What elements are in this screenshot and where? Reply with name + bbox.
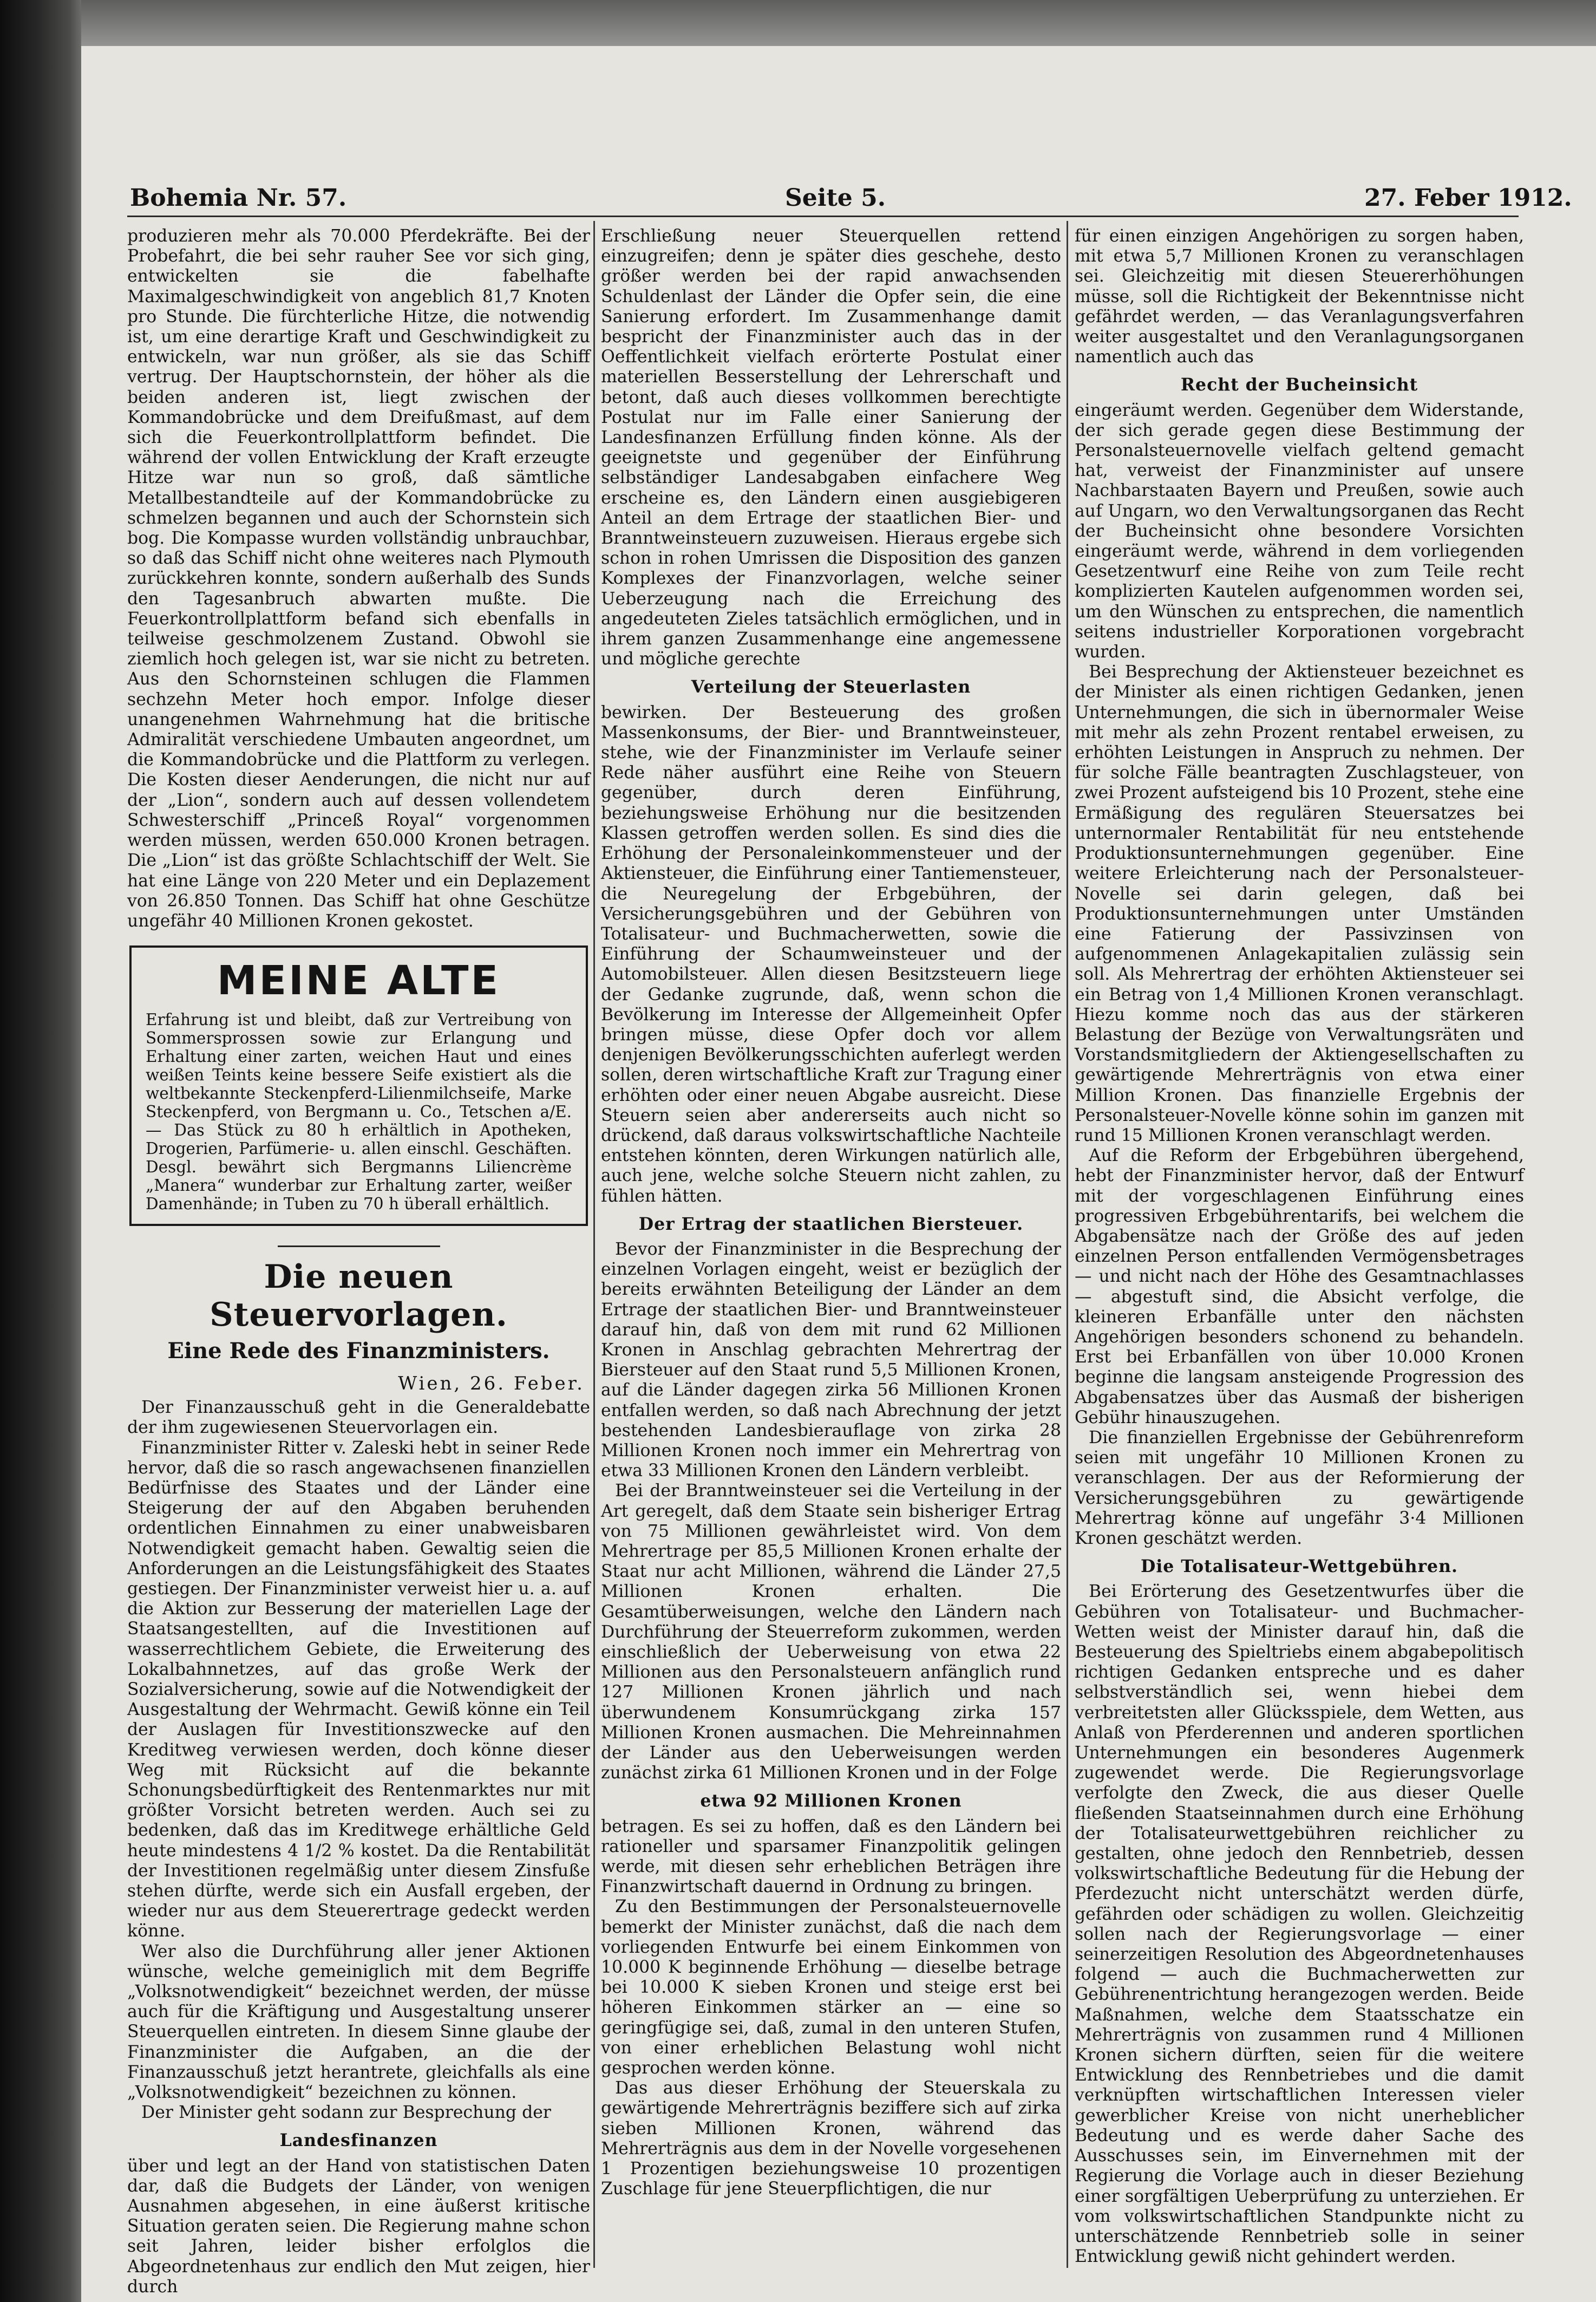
paragraph: Zu den Bestimmungen der Personalsteuernovelle bemerkt der Minister zunächst, daß die nach dem vorliegenden Entwurfe bei einem Einkommen von 10.000 K beginnende Erhöhung — dieselbe betrage bei 10.000 K sieben Kronen und steige erst bei höheren Einkommen stärker an — eine so geringfügige sei, daß, zumal in den unteren Stufen, von einer erheblichen Belastung wohl nicht gesprochen werden könne. — [601, 1897, 1061, 2078]
column-1 — [127, 226, 590, 2297]
column-divider — [593, 221, 595, 2268]
column-3 — [1075, 226, 1524, 2273]
section-subheading: Der Ertrag der staatlichen Biersteuer. — [638, 1214, 1024, 1234]
paragraph: Wer also die Durchführung aller jener Aktionen wünsche, welche gemeiniglich mit dem Begriffe „Volksnotwendigkeit“ bezeichnet werden, der müsse auch für die Kräftigung und Ausgestaltung unserer Steuerquellen eintreten. In diesem Sinne glaube der Finanzminister die Aufgaben, an die der Finanzausschuß jetzt herantrete, gleichfalls als eine „Volksnotwendigkeit“ bezeichnen zu können. — [127, 1941, 590, 2103]
section-subheading: etwa 92 Millionen Kronen — [700, 1791, 962, 1811]
column-2 — [601, 226, 1061, 2273]
advertisement-box — [129, 945, 588, 1226]
paragraph: Die finanziellen Ergebnisse der Gebührenreform seien mit ungefähr 10 Millionen Kronen zu veranschlagen. Der aus der Reformierung der Versicherungsgebühren zu gewärtigende Mehrertrag könne auf ungefähr 3·4 Millionen Kronen geschätzt werden. — [1075, 1427, 1524, 1548]
ad-text: Erfahrung ist und bleibt, daß zur Vertreibung von Sommersprossen sowie zur Erlangung und Erhaltung einer zarten, weichen Haut und eines weißen Teints keine bessere Seife existiert als die weltbekannte Steckenpferd-Lilienmilchseife, Marke Steckenpferd, von Bergmann u. Co., Tetschen a/E. — Das Stück zu 80 h erhältlich in Apotheken, Drogerien, Parfümerie- u. allen einschl. Geschäften. Desgl. bewährt sich Bergmanns Liliencrème „Manera“ wunderbar zur Erhaltung zarter, weißer Damenhände; in Tuben zu 70 h überall erhältlich. — [146, 1010, 572, 1214]
paragraph: bewirken. Der Besteuerung des großen Massenkonsums, der Bier- und Branntweinsteuer, stehe, wie der Finanzminister im Verlaufe seiner Rede näher ausführt eine Reihe von Steuern gegenüber, durch deren Einführung, beziehungsweise Erhöhung nur die besitzenden Klassen getroffen werden sollen. Es sind dies die Erhöhung der Personaleinkommensteuer und der Aktiensteuer, die Einführung einer Tantiemensteuer, die Neuregelung der Erbgebühren, der Versicherungsgebühren und der Gebühren von Totalisateur- und Buchmacherwetten, sowie die Einführung der Schaumweinsteuer und der Automobilsteuer. Allen diesen Besitzsteuern liege der Gedanke zugrunde, daß, wenn schon die Bevölkerung im Interesse der Allgemeinheit Opfer bringen müsse, diese Opfer doch vor allem denjenigen Bevölkerungsschichten auferlegt werden sollen, deren wirtschaftliche Kraft zur Tragung einer erhöhten oder einer neuen Abgabe ausreicht. Diese Steuern seien aber andererseits auch nicht so drückend, daß daraus volkswirtschaftliche Nachteile entstehen könnten, deren Wirkungen natürlich alle, auch jene, welche solche Steuern nicht zahlen, zu fühlen hätten. — [601, 702, 1061, 1206]
paragraph: Bevor der Finanzminister in die Besprechung der einzelnen Vorlagen eingeht, weist er bezüglich der bereits erwähnten Beteiligung der Länder an dem Ertrage der staatlichen Bier- und Branntweinsteuer darauf hin, daß von dem mit rund 62 Millionen Kronen in Anschlag gebrachten Mehrertrag der Biersteuer auf den Staat rund 5,5 Millionen Kronen, auf die Länder dagegen zirka 56 Millionen Kronen entfallen werden, so daß nach Abrechnung der jetzt bestehenden Landesbierauflage von zirka 28 Millionen Kronen noch immer ein Mehrertrag von etwa 33 Millionen Kronen den Ländern verbleibt. — [601, 1239, 1061, 1481]
paragraph: Erschließung neuer Steuerquellen rettend einzugreifen; denn je später dies geschehe, desto größer werden bei der rapid anwachsenden Schuldenlast der Länder die Opfer sein, die eine Sanierung erfordert. Im Zusammenhange damit bespricht der Finanzminister auch das in der Oeffentlichkeit vielfach erörterte Postulat einer materiellen Besserstellung der Lehrerschaft und betont, daß auch dieses vollkommen berechtigte Postulat nur im Falle einer Sanierung der Landesfinanzen Erfüllung finden könne. Als der geeignetste und gegenüber der Einführung selbständiger Landesabgaben einfachere Weg erscheine es, den Ländern einen ausgiebigeren Anteil an dem Ertrage der staatlichen Bier- und Branntweinsteuern zuzuweisen. Hieraus ergebe sich schon in rohen Umrissen die Disposition des ganzen Komplexes der Finanzvorlagen, welche seiner Ueberzeugung nach die Erreichung des angedeuteten Zieles tatsächlich ermöglichen, und in ihrem ganzen Zusammenhange eine angemessene und mögliche gerechte — [601, 226, 1061, 669]
section-subheading: Die Totalisateur-Wettgebühren. — [1141, 1556, 1458, 1577]
column-divider — [1067, 221, 1068, 2268]
article-subtitle: Eine Rede des Finanzministers. — [167, 1338, 550, 1364]
paragraph: Finanzminister Ritter v. Zaleski hebt in seiner Rede hervor, daß die so rasch angewachsenen finanziellen Bedürfnisse des Staates und der Länder eine Steigerung der auf den Abgaben beruhenden ordentlichen Einnahmen zu einer unabweisbaren Notwendigkeit gemacht haben. Gewaltig seien die Anforderungen an die Leistungsfähigkeit des Staates gestiegen. Der Finanzminister verweist hier u. a. auf die Aktion zur Besserung der materiellen Lage der Staatsangestellten, auf die Investitionen auf wasserrechtlichem Gebiete, die Erweiterung des Lokalbahnnetzes, auf das große Werk der Sozialversicherung, sowie auf die Notwendigkeit der Ausgestaltung der Wehrmacht. Gewiß könne ein Teil der Auslagen für Investitionszwecke auf den Kreditweg verwiesen werden, doch könne dieser Weg mit Rücksicht auf die bekannte Schonungsbedürftigkeit des Rentenmarktes nur mit größter Vorsicht betreten werden. Auch sei zu bedenken, daß das im Kreditwege erhältliche Geld heute mindestens 4 1/2 % kostet. Da die Rentabilität der Investitionen regelmäßig unter diesem Zinsfuße stehen dürfte, werde sich ein Ausfall ergeben, der wieder nur aus dem Steuerertrage gedeckt werden könne. — [127, 1438, 590, 1941]
header-date: 27. Feber 1912. — [1364, 184, 1572, 212]
paragraph: für einen einzigen Angehörigen zu sorgen haben, mit etwa 5,7 Millionen Kronen zu veranschlagen sei. Gleichzeitig mit diesen Steuererhöhungen müsse, soll die Richtigkeit der Bekenntnisse nicht gefährdet werden, — das Veranlagungsverfahren weiter ausgestaltet und den Veranlagungsorganen namentlich auch das — [1075, 226, 1524, 367]
paragraph: Bei Erörterung des Gesetzentwurfes über die Gebühren von Totalisateur- und Buchmacher-Wetten weist der Minister darauf hin, daß die Besteuerung des Spieltriebs einem abgabepolitisch richtigen Gedanken entspreche und es daher selbstverständlich sei, wenn hiebei dem verbreitetsten aller Glücksspiele, dem Wetten, aus Anlaß von Pferderennen und anderen sportlichen Unternehmungen ein besonderes Augenmerk zugewendet werde. Die Regierungsvorlage verfolgte den Zweck, die aus dieser Quelle fließenden Staatseinnahmen durch eine Erhöhung der Totalisateurwettgebühren reichlicher zu gestalten, ohne jedoch den Rennbetrieb, dessen volkswirtschaftliche Bedeutung für die Hebung der Pferdezucht nicht unterschätzt werden dürfe, gefährden oder schädigen zu wollen. Gleichzeitig sollen nach der Regierungsvorlage — einer seinerzeitigen Resolution des Abgeordnetenhauses folgend — auch die Buchmacherwetten zur Gebührenentrichtung herangezogen werden. Beide Maßnahmen, welche dem Staatsschatze ein Mehrerträgnis von zusammen rund 4 Millionen Kronen sichern dürften, seien für die weitere Entwicklung des Rennbetriebes und die damit verknüpften wirtschaftlichen Interessen vieler gewerblicher Kreise von nicht unerheblicher Bedeutung und es werde daher Sache des Ausschusses sein, im Einvernehmen mit der Regierung die Vorlage auch in dieser Beziehung einer sorgfältigen Ueberprüfung zu unterziehen. Er vom volkswirtschaftlichen Standpunkte nicht zu unterschätzende Rennbetrieb solle in seiner Entwicklung gewiß nicht gehindert werden. — [1075, 1582, 1524, 2267]
header-rule — [127, 216, 1519, 217]
paragraph: Auf die Reform der Erbgebühren übergehend, hebt der Finanzminister hervor, daß der Entwurf mit der vorgeschlagenen Einführung eines progressiven Erbgebührentarifs, bei welchem die Abgabensätze nach der Größe des auf jeden einzelnen Person entfallenden Vermögensbetrages — und nicht nach der Höhe des Gesamtnachlasses — abgestuft sind, die Absicht verfolge, die kleineren Erbanfälle unter den nächsten Angehörigen besonders schonend zu behandeln. Erst bei Erbanfällen von über 10.000 Kronen beginne die langsam ansteigende Progression des Abgabensatzes über das Ausmaß der bisherigen Gebühr hinauszugehen. — [1075, 1146, 1524, 1427]
section-rule — [278, 1245, 440, 1247]
paragraph: Bei Besprechung der Aktiensteuer bezeichnet es der Minister als einen richtigen Gedanken, jenen Unternehmungen, die sich in übernormaler Weise mit mehr als zehn Prozent rentabel erweisen, zu erhöhten Leistungen in Anspruch zu nehmen. Der für solche Fälle beantragten Zuschlagsteuer, von zwei Prozent aufsteigend bis 10 Prozent, stehe eine Ermäßigung des regulären Steuersatzes bei unternormaler Rentabilität für neu entstehende Produktionsunternehmungen gegenüber. Eine weitere Erleichterung nach der Personalsteuer-Novelle sei darin gelegen, daß bei Produktionsunternehmungen unter Umständen eine Fatierung der Passivzinsen von aufgenommenen Anlagekapitalien zulässig sein soll. Als Mehrertrag der erhöhten Aktiensteuer sei ein Betrag von 1,4 Millionen Kronen veranschlagt. Hiezu komme noch das aus der stärkeren Belastung der Bezüge von Verwaltungsräten und Vorstandsmitgliedern der Aktiengesellschaften zu gewärtigende Mehrerträgnis von etwa einer Million Kronen. Das finanzielle Ergebnis der Personalsteuer-Novelle könne sohin im ganzen mit rund 15 Millionen Kronen veranschlagt werden. — [1075, 662, 1524, 1145]
ad-title: MEINE ALTE — [217, 957, 501, 1005]
section-subheading: Landesfinanzen — [279, 2130, 438, 2151]
header-paper-issue: Bohemia Nr. 57. — [130, 184, 347, 212]
paragraph: betragen. Es sei zu hoffen, daß es den Ländern bei rationeller und sparsamer Finanzpolitik gelingen werde, mit diesen sehr erheblichen Beträgen ihre Finanzwirtschaft dauernd in Ordnung zu bringen. — [601, 1816, 1061, 1897]
paragraph: Das aus dieser Erhöhung der Steuerskala zu gewärtigende Mehrerträgnis beziffere sich auf zirka sieben Millionen Kronen, während das Mehrerträgnis aus dem in der Novelle vorgesehenen 1 Prozentigen beziehungsweise 10 prozentigen Zuschlage für jene Steuerpflichtigen, die nur — [601, 2078, 1061, 2199]
article-title: Die neuen Steuervorlagen. — [210, 1258, 508, 1334]
dateline: Wien, 26. Feber. — [398, 1373, 585, 1395]
header-page-number: Seite 5. — [785, 184, 886, 212]
section-subheading: Verteilung der Steuerlasten — [691, 677, 971, 697]
paragraph: über und legt an der Hand von statistischen Daten dar, daß die Budgets der Länder, von wenigen Ausnahmen abgesehen, in eine äußerst kritische Situation geraten seien. Die Regierung mahne schon seit Jahren, leider bisher erfolglos die Abgeordnetenhaus zur endlich den Mut zeigen, hier durch — [127, 2156, 590, 2297]
book-binding-shadow — [0, 0, 81, 2302]
section-subheading: Recht der Bucheinsicht — [1180, 375, 1418, 395]
paragraph: produzieren mehr als 70.000 Pferdekräfte. Bei der Probefahrt, die bei sehr rauher See vor sich ging, entwickelten sie die fabelhafte Maximalgeschwindigkeit von angeblich 81,7 Knoten pro Stunde. Die fürchterliche Hitze, die notwendig ist, um eine derartige Kraft und Geschwindigkeit zu entwickeln, war nun größer, als sie das Schiff vertrug. Der Hauptschornstein, der höher als die beiden anderen ist, liegt zwischen der Kommandobrücke und dem Dreifußmast, auf dem sich die Feuerkontrollplattform befindet. Die während der vollen Entwicklung der Kraft erzeugte Hitze war nun so groß, daß sämtliche Metallbestandteile auf der Kommandobrücke zu schmelzen begannen und auch der Schornstein sich bog. Die Kompasse wurden vollständig unbrauchbar, so daß das Schiff nicht ohne weiteres nach Plymouth zurückkehren konnte, sondern außerhalb des Sunds den Tagesanbruch abwarten mußte. Die Feuerkontrollplattform befand sich ebenfalls in teilweise geschmolzenem Zustand. Obwohl sie ziemlich hoch gelegen ist, war sie nicht zu betreten. Aus den Schornsteinen schlugen die Flammen sechzehn Meter hoch empor. Infolge dieser unangenehmen Wahrnehmung hat die britische Admiralität verschiedene Umbauten angeordnet, um die Kommandobrücke und die Plattform zu verlegen. Die Kosten dieser Aenderungen, die nicht nur auf der „Lion“, sondern auch auf dessen vollendetem Schwesterschiff „Princeß Royal“ vorgenommen werden müssen, werden 650.000 Kronen betragen. Die „Lion“ ist das größte Schlachtschiff der Welt. Sie hat eine Länge von 220 Meter und ein Deplazement von 26.850 Tonnen. Das Schiff hat ohne Geschütze ungefähr 40 Millionen Kronen gekostet. — [127, 226, 590, 931]
paragraph: Bei der Branntweinsteuer sei die Verteilung in der Art geregelt, daß dem Staate sein bisheriger Ertrag von 75 Millionen gewährleistet wird. Von dem Mehrertrage per 85,5 Millionen Kronen erhalte der Staat nur acht Millionen, während die Länder 27,5 Millionen Kronen erhalten. Die Gesamtüberweisungen, welche den Ländern nach Durchführung der Steuerreform zukommen, werden einschließlich der Ueberweisung von etwa 22 Millionen aus den Personalsteuern anfänglich rund 127 Millionen Kronen jährlich und nach überwundenem Konsumrückgang zirka 157 Millionen Kronen ausmachen. Die Mehreinnahmen der Länder aus den Ueberweisungen werden zunächst zirka 61 Millionen Kronen und in der Folge — [601, 1481, 1061, 1783]
page-top-shadow — [81, 0, 1596, 51]
paragraph: Der Minister geht sodann zur Besprechung der — [141, 2103, 551, 2123]
paragraph: Der Finanzausschuß geht in die Generaldebatte der ihm zugewiesenen Steuervorlagen ein. — [127, 1398, 590, 1438]
paragraph: eingeräumt werden. Gegenüber dem Widerstande, der sich gerade gegen diese Bestimmung der Personalsteuernovelle vielfach geltend gemacht hat, verweist der Finanzminister auf unsere Nachbarstaaten Bayern und Preußen, sowie auch auf Ungarn, wo den Verwaltungsorganen das Recht der Bucheinsicht ohne besondere Vorsichten eingeräumt werde, während in dem vorliegenden Gesetzentwurf eine Reihe von zum Teile recht komplizierten Kautelen aufgenommen worden sei, um den Wünschen zu entsprechen, die namentlich seitens industrieller Korporationen vorgebracht wurden. — [1075, 400, 1524, 662]
